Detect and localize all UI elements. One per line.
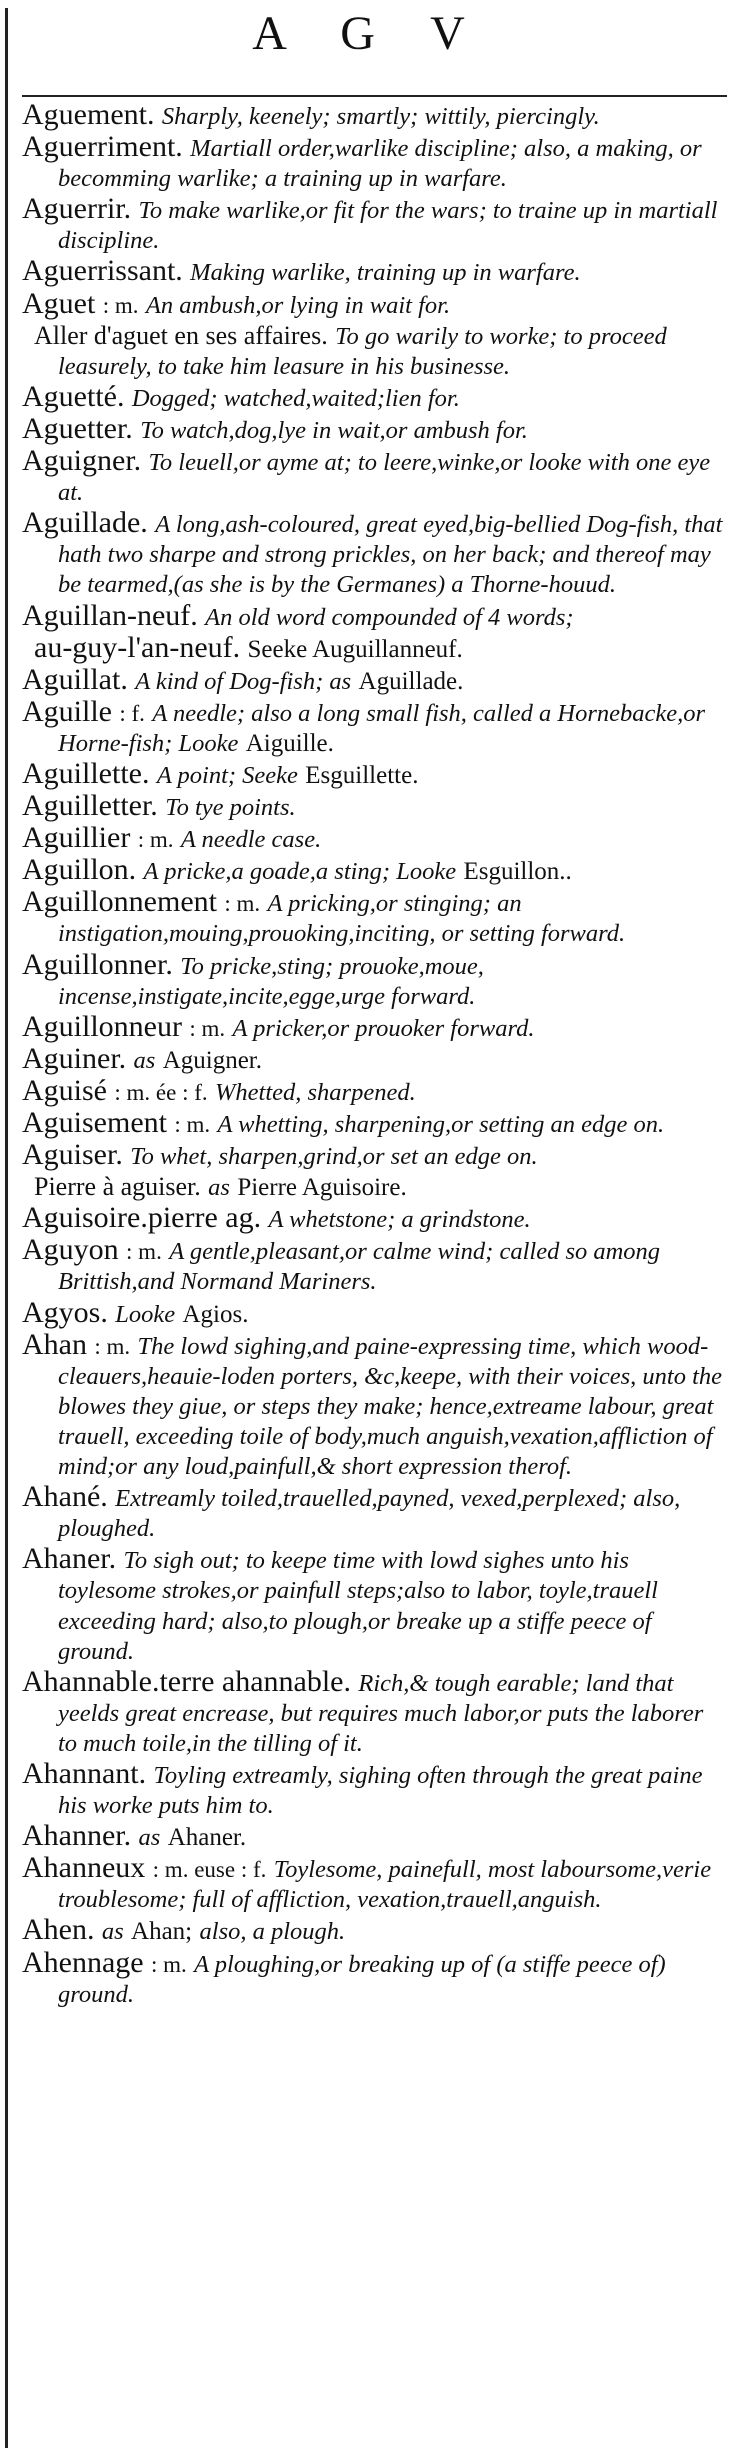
headword: Aguillier (22, 821, 131, 855)
headword: Aguigner. (22, 444, 142, 478)
entry-list (22, 100, 725, 2010)
dictionary-entry (22, 1203, 725, 1235)
dictionary-entry (22, 855, 725, 887)
headword: Aguiser. (22, 1138, 123, 1172)
french-phrase: Pierre à aguiser. (34, 1172, 201, 1202)
dictionary-entry (22, 598, 725, 633)
definition: A whetting, sharpening,or setting an edge on. (217, 1111, 665, 1138)
definition: An old word compounded of 4 words; (205, 603, 574, 631)
cross-reference: Seeke Auguillanneuf. (247, 635, 463, 663)
grammar-label: : m. (126, 1239, 162, 1265)
headword: Aguerriment. (22, 130, 183, 164)
headword: Aguement. (22, 98, 155, 131)
definition: Sharply, keenely; smartly; wittily, piercingly. (161, 103, 600, 130)
definition: To sigh out; to keepe time with lowd sighes unto his toylesome strokes,or painfull steps;also to labor, toyle,trauell exceeding hard; also,to plough,or breake up a stiffe peece of ground. (58, 1547, 658, 1665)
grammar-label: : m. (174, 1112, 211, 1137)
cross-reference: Pierre Aguisoire. (237, 1174, 407, 1202)
definition: The lowd sighing,and paine-expressing time, which wood-cleauers,heauie-loden porters, &c,keepe, with their voices, unto the blowes they giue, or steps they make; hence,extreame labour, great trauell, exceeding toile of body,much anguish,vexation,affliction of mind;or any loud,painfull,& short expression therof. (58, 1332, 723, 1481)
definition: Martiall order,warlike discipline; also, a making, or becomming warlike; a training up in warfare. (58, 135, 702, 193)
headword: Aguillette. (22, 756, 150, 790)
cross-reference: Aguigner. (162, 1046, 262, 1074)
headword: Aguetté. (22, 379, 125, 413)
definition: A needle; also a long small fish, called a Hornebacke,or Horne-fish; Looke (58, 699, 706, 757)
dictionary-entry (22, 630, 725, 665)
dictionary-entry (22, 947, 725, 1012)
headword: Aguilletter. (22, 789, 158, 823)
definition: To tye points. (165, 794, 296, 822)
headword: Aguisement (22, 1106, 167, 1139)
headword: Ahanneux (22, 1851, 146, 1885)
left-margin-rule (5, 8, 8, 2448)
dictionary-entry (22, 446, 725, 508)
headword: Aguerrissant. (22, 254, 183, 288)
dictionary-entry (22, 1235, 725, 1297)
dictionary-entry (22, 1108, 725, 1140)
definition: Making warlike, training up in warfare. (190, 259, 581, 287)
definition: Dogged; watched,waited;lien for. (131, 384, 460, 412)
dictionary-entry (22, 823, 725, 855)
definition: A pricker,or prouoker forward. (232, 1014, 535, 1042)
definition: A gentle,pleasant,or calme wind; called so among Brittish,and Normand Mariners. (58, 1238, 661, 1296)
dictionary-entry (22, 1009, 725, 1044)
headword: Ahané. (22, 1480, 108, 1514)
headword: Aguiner. (22, 1041, 127, 1075)
headword: Aguille (22, 694, 112, 728)
cross-reference: Ahan; (131, 1918, 193, 1946)
grammar-label: : f. (119, 700, 145, 726)
headword: Aguillonner. (22, 947, 173, 981)
definition: A long,ash-coloured, great eyed,big-bellied Dog-fish, that hath two sharpe and strong prickles, on her back; and thereof may be tearmed,(as she is by the Germanes) a Thorne-houud. (58, 511, 723, 599)
headword: Aguet (22, 286, 96, 320)
dictionary-entry (22, 286, 725, 321)
definition: A pricking,or stinging; an instigation,mouing,prouoking,inciting, or setting forward. (58, 890, 626, 948)
dictionary-entry (22, 1756, 725, 1821)
headword: Ahanner. (22, 1819, 132, 1853)
definition: A point; Seeke (156, 761, 298, 789)
headword: Aguillonneur (22, 1009, 182, 1043)
definition: To whet, sharpen,grind,or set an edge on. (130, 1143, 538, 1171)
headword: Aguyon (22, 1233, 119, 1267)
grammar-label: : m. (189, 1015, 226, 1041)
definition: To leuell,or ayme at; to leere,winke,or looke with one eye at. (58, 449, 711, 507)
headword: Aguerrir. (22, 192, 132, 226)
grammar-label: : m. ée : f. (114, 1079, 208, 1105)
dictionary-entry (22, 1544, 725, 1666)
dictionary-entry (22, 1821, 725, 1853)
grammar-label: : m. (102, 292, 139, 318)
headword: Aguetter. (22, 411, 133, 445)
definition: Whetted, sharpened. (215, 1078, 416, 1106)
definition: Extreamly toiled,trauelled,payned, vexed,perplexed; also, ploughed. (58, 1485, 681, 1543)
dictionary-entry (22, 194, 725, 256)
cross-reference: Agios. (182, 1300, 249, 1328)
definition: as (208, 1174, 230, 1202)
definition: A kind of Dog-fish; as (135, 667, 352, 695)
dictionary-entry (22, 1664, 725, 1759)
headword: Ahannant. (22, 1756, 147, 1790)
dictionary-entry (22, 1915, 725, 1947)
header-rule (22, 95, 727, 97)
dictionary-entry (22, 1327, 725, 1482)
cross-reference: Ahaner. (167, 1824, 247, 1852)
dictionary-entry (22, 1172, 725, 1203)
dictionary-entry (22, 411, 725, 446)
definition: Toyling extreamly, sighing often through the great paine his worke puts him to. (58, 1761, 703, 1820)
cross-reference: Esguillon.. (463, 858, 572, 886)
definition: To make warlike,or fit for the wars; to traine up in martiall discipline. (58, 197, 718, 255)
dictionary-entry (22, 1140, 725, 1172)
definition: A whetstone; a grindstone. (268, 1206, 531, 1234)
grammar-label: : m. (224, 891, 261, 917)
definition: Toylesome, painefull, most laboursome,verie troublesome; full of affliction, vexation,trauell,anguish. (58, 1856, 712, 1914)
headword: Ahen. (22, 1913, 95, 1947)
dictionary-entry (22, 791, 725, 823)
headword: Aguillan-neuf. (22, 598, 198, 632)
headword: Ahennage (22, 1945, 144, 1979)
dictionary-entry (22, 508, 725, 600)
headword: Aguillon. (22, 853, 137, 887)
headword: Aguillonnement (22, 885, 217, 919)
headword: Aguisoire.pierre ag. (22, 1201, 262, 1235)
dictionary-entry (22, 321, 725, 382)
headword: au-guy-l'an-neuf. (34, 630, 241, 664)
dictionary-entry (22, 1295, 725, 1330)
grammar-label: : m. (137, 827, 174, 853)
definition: also, a plough. (199, 1918, 346, 1946)
grammar-label: : m. (151, 1951, 187, 1977)
definition: An ambush,or lying in wait for. (145, 291, 451, 319)
headword: Aguillade. (22, 506, 148, 540)
definition: To go warily to worke; to proceed leasurely, to take him leasure in his businesse. (58, 322, 667, 380)
headword: Aguillat. (22, 662, 128, 696)
cross-reference: Aiguille. (245, 729, 334, 757)
definition: Rich,& tough earable; land that yeelds great encrease, but requires much labor,or puts the laborer to much toile,in the tilling of it. (58, 1669, 704, 1757)
dictionary-entry (22, 1041, 725, 1076)
headword: Aguisé (22, 1073, 107, 1107)
grammar-label: : m. euse : f. (152, 1857, 267, 1883)
headword: Ahannable.terre ahannable. (22, 1664, 351, 1698)
definition: A pricke,a goade,a sting; Looke (143, 858, 457, 886)
definition: as (101, 1918, 124, 1946)
dictionary-entry (22, 694, 725, 759)
dictionary-entry (22, 100, 725, 132)
definition: A ploughing,or breaking up of (a stiffe peece of) ground. (58, 1950, 666, 2008)
headword: Agyos. (22, 1295, 108, 1329)
definition: as (133, 1046, 156, 1074)
dictionary-entry (22, 1073, 725, 1108)
definition: A needle case. (180, 826, 322, 854)
dictionary-entry (22, 756, 725, 791)
dictionary-entry (22, 379, 725, 414)
cross-reference: Esguillette. (305, 761, 419, 789)
definition: as (138, 1824, 161, 1852)
dictionary-entry (22, 887, 725, 949)
cross-reference: Aguillade. (358, 667, 464, 695)
dictionary-entry (22, 256, 725, 288)
dictionary-entry (22, 132, 725, 194)
dictionary-entry (22, 1945, 725, 2010)
definition: To pricke,sting; prouoke,moue, incense,instigate,incite,egge,urge forward. (58, 952, 484, 1010)
running-head: A G V (252, 7, 487, 60)
definition: Looke (115, 1300, 176, 1328)
grammar-label: : m. (94, 1333, 131, 1359)
dictionary-entry (22, 1482, 725, 1544)
headword: Ahaner. (22, 1542, 117, 1576)
dictionary-entry (22, 662, 725, 697)
dictionary-entry (22, 1853, 725, 1915)
headword: Ahan (22, 1327, 87, 1361)
definition: To watch,dog,lye in wait,or ambush for. (140, 416, 528, 444)
french-phrase: Aller d'aguet en ses affaires. (34, 320, 328, 350)
